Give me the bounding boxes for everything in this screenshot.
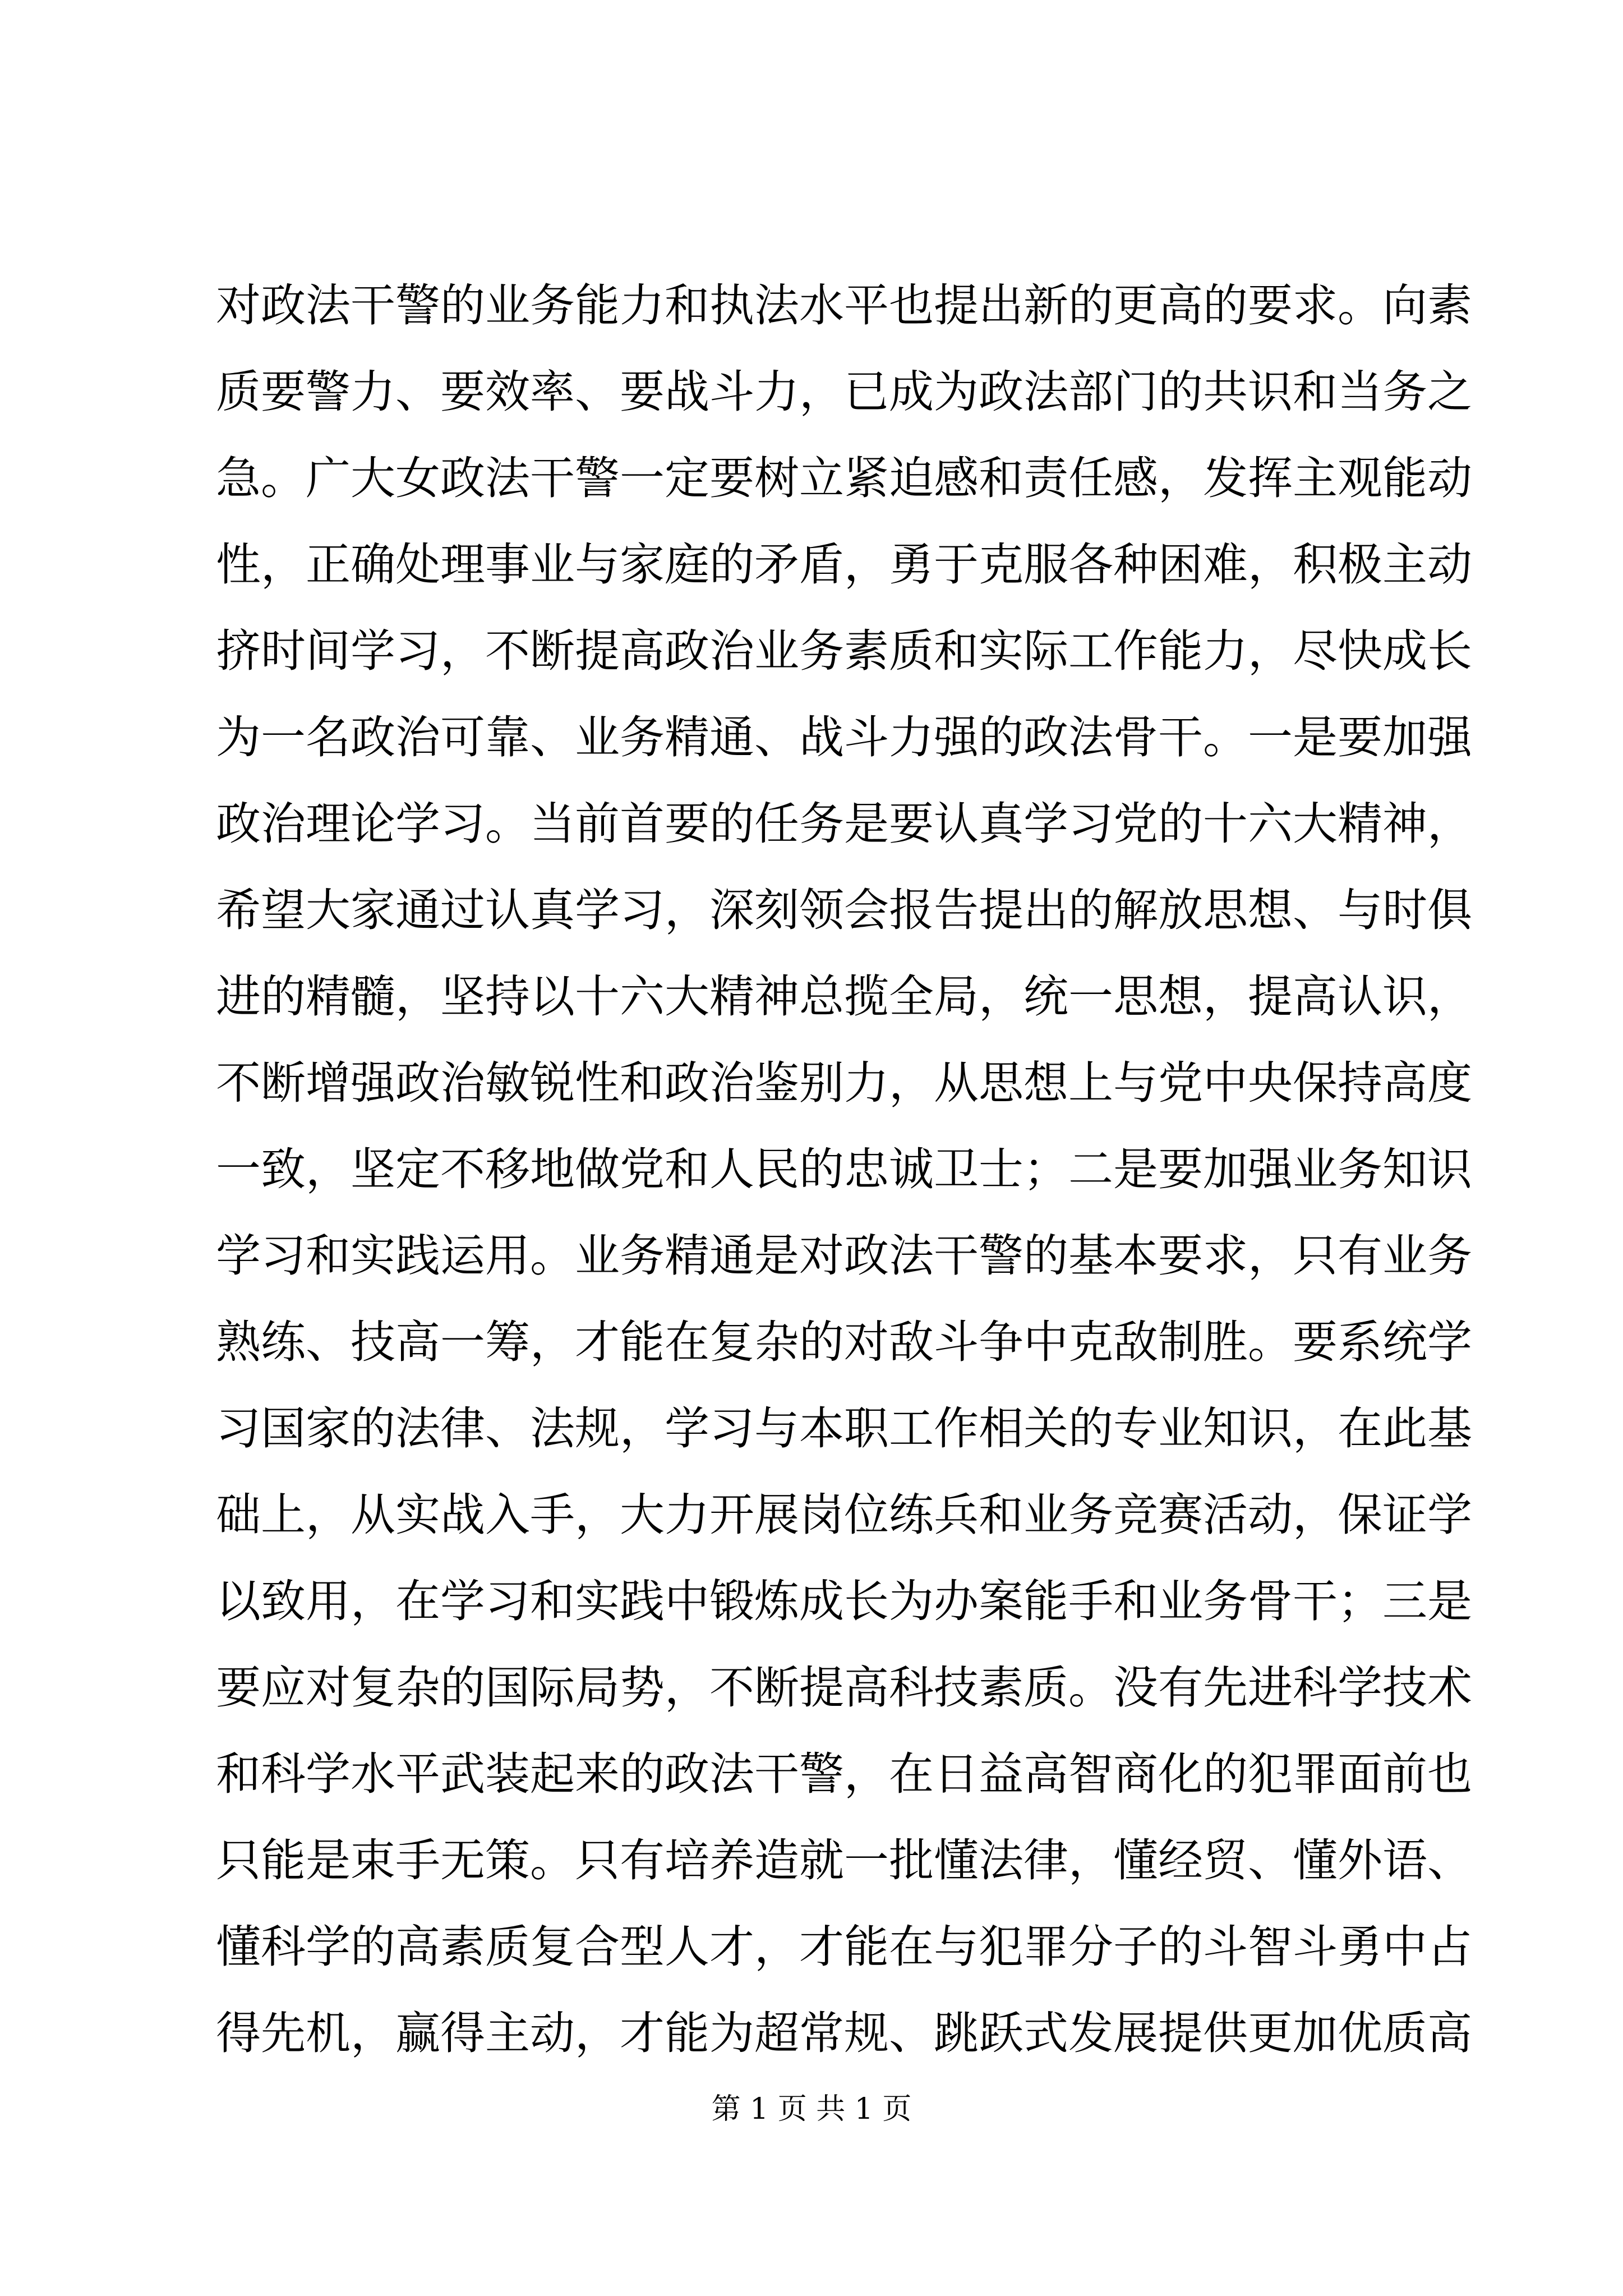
text-line: 只能是束手无策。只有培养造就一批懂法律，懂经贸、懂外语、 bbox=[216, 1834, 1472, 1887]
text-line: 一致，坚定不移地做党和人民的忠诚卫士；二是要加强业务知识 bbox=[216, 1143, 1472, 1195]
text-line: 和科学水平武装起来的政法干警，在日益高智商化的犯罪面前也 bbox=[216, 1748, 1472, 1800]
text-line: 挤时间学习，不断提高政治业务素质和实际工作能力，尽快成长 bbox=[216, 625, 1472, 677]
text-line: 希望大家通过认真学习，深刻领会报告提出的解放思想、与时俱 bbox=[216, 884, 1472, 936]
text-line: 要应对复杂的国际局势，不断提高科技素质。没有先进科学技术 bbox=[216, 1662, 1472, 1714]
text-line: 对政法干警的业务能力和执法水平也提出新的更高的要求。向素 bbox=[216, 279, 1472, 332]
text-line: 性，正确处理事业与家庭的矛盾，勇于克服各种困难，积极主动 bbox=[216, 539, 1472, 591]
text-line: 为一名政治可靠、业务精通、战斗力强的政法骨干。一是要加强 bbox=[216, 711, 1472, 763]
text-line: 习国家的法律、法规，学习与本职工作相关的专业知识，在此基 bbox=[216, 1402, 1472, 1455]
text-line: 不断增强政治敏锐性和政治鉴别力，从思想上与党中央保持高度 bbox=[216, 1057, 1472, 1109]
body-paragraph bbox=[216, 263, 1472, 2077]
text-line: 质要警力、要效率、要战斗力，已成为政法部门的共识和当务之 bbox=[216, 366, 1472, 418]
text-line: 以致用，在学习和实践中锻炼成长为办案能手和业务骨干；三是 bbox=[216, 1575, 1472, 1627]
page-number-footer: 第 1 页 共 1 页 bbox=[711, 2092, 912, 2126]
text-line: 急。广大女政法干警一定要树立紧迫感和责任感，发挥主观能动 bbox=[216, 452, 1472, 504]
text-line: 学习和实践运用。业务精通是对政法干警的基本要求，只有业务 bbox=[216, 1230, 1472, 1282]
text-line: 熟练、技高一筹，才能在复杂的对敌斗争中克敌制胜。要系统学 bbox=[216, 1316, 1472, 1368]
text-line: 政治理论学习。当前首要的任务是要认真学习党的十六大精神， bbox=[216, 798, 1472, 850]
text-line: 得先机，赢得主动，才能为超常规、跳跃式发展提供更加优质高 bbox=[216, 2007, 1472, 2059]
text-line: 进的精髓，坚持以十六大精神总揽全局，统一思想，提高认识， bbox=[216, 970, 1472, 1023]
text-line: 础上，从实战入手，大力开展岗位练兵和业务竞赛活动，保证学 bbox=[216, 1489, 1472, 1541]
text-line: 懂科学的高素质复合型人才，才能在与犯罪分子的斗智斗勇中占 bbox=[216, 1921, 1472, 1973]
